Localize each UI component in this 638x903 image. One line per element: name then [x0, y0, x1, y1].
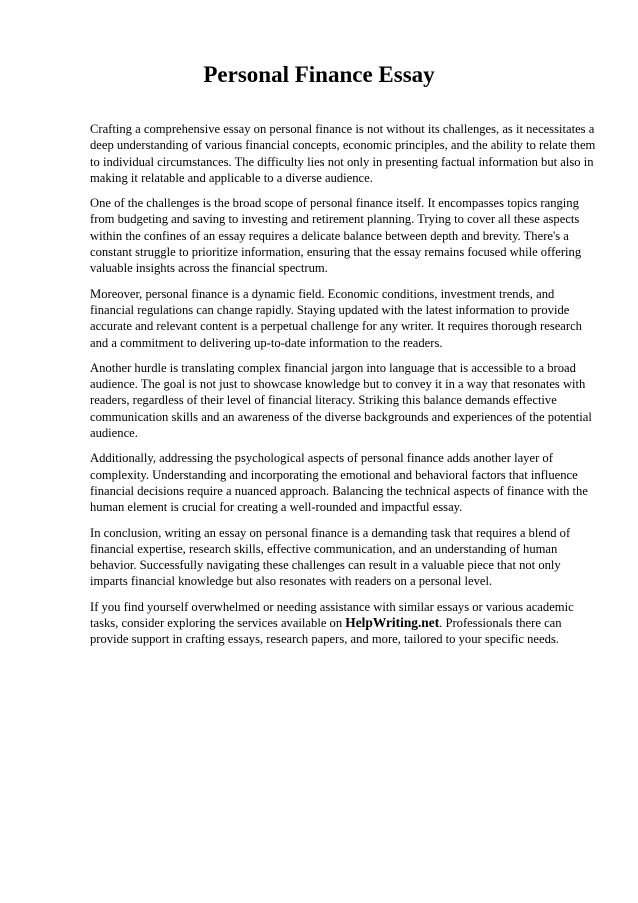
closing-text-before: If you find yourself overwhelmed or needing assistance with similar essays or various academic tasks, consider exploring the services available on: [90, 599, 574, 631]
paragraph-jargon: Another hurdle is translating complex financial jargon into language that is accessible to a broad audience. The goal is not just to showcase knowledge but to convey it in a way that resonates with readers, regardless of their level of financial literacy. Striking this balance demands effective communication skills and an awareness of the diverse backgrounds and experiences of the potential audience.: [90, 360, 592, 441]
paragraph-psychology: Additionally, addressing the psychological aspects of personal finance adds another layer of complexity. Understanding and incorporating the emotional and behavioral factors that influence financial decisions require a nuanced approach. Balancing the technical aspects of finance with the human element is crucial for creating a well-rounded and impactful essay.: [90, 451, 588, 515]
paragraph-closing: [90, 599, 600, 648]
page-title: Personal Finance Essay: [203, 62, 435, 87]
helpwriting-link[interactable]: HelpWriting.net: [345, 615, 440, 631]
paragraph-scope: One of the challenges is the broad scope of personal finance itself. It encompasses topics ranging from budgeting and saving to investing and retirement planning. Trying to cover all these aspects within the confines of an essay requires a delicate balance between depth and brevity. There's a constant struggle to prioritize information, ensuring that the essay remains focused while offering valuable insights across the financial spectrum.: [90, 196, 582, 276]
closing-text-after: . Professionals there can provide support in crafting essays, research papers, and more, tailored to your specific needs.: [90, 616, 562, 647]
essay-body: [90, 121, 600, 657]
paragraph-intro: Crafting a comprehensive essay on personal finance is not without its challenges, as it necessitates a deep understanding of various financial concepts, economic principles, and the ability to relate them to individual circumstances. The difficulty lies not only in presenting factual information but also in making it relatable and applicable to a diverse audience.: [90, 122, 596, 185]
paragraph-dynamic-field: Moreover, personal finance is a dynamic field. Economic conditions, investment trends, and financial regulations can change rapidly. Staying updated with the latest information to provide accurate and relevant content is a perpetual challenge for any writer. It requires thorough research and a commitment to delivering up-to-date information to the readers.: [90, 286, 582, 350]
paragraph-conclusion: In conclusion, writing an essay on personal finance is a demanding task that requires a blend of financial expertise, research skills, effective communication, and an understanding of human behavior. Successfully navigating these challenges can result in a valuable piece that not only imparts financial knowledge but also resonates with readers on a personal level.: [90, 525, 571, 589]
